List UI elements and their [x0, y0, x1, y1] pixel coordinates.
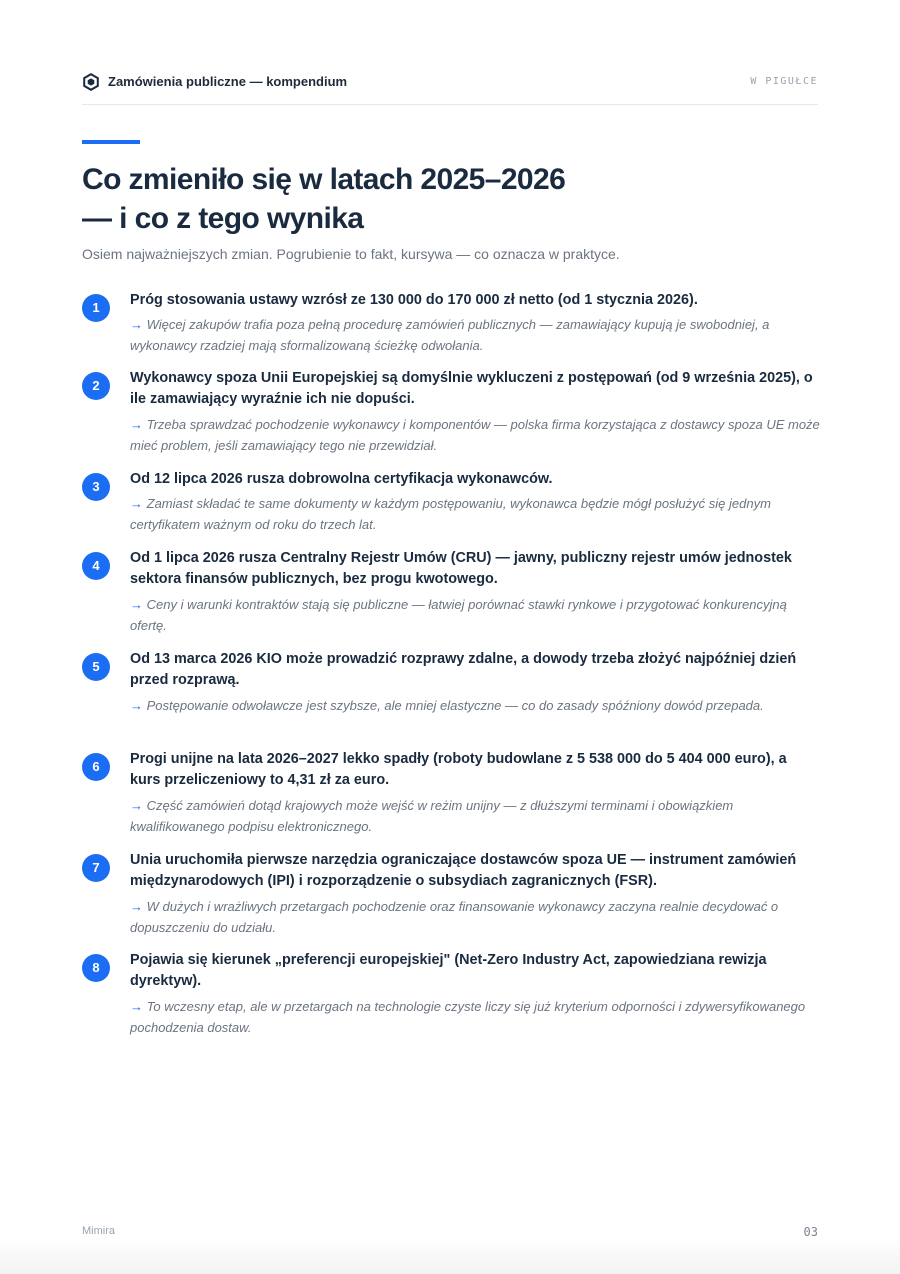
- arrow-right-icon: →: [130, 698, 143, 713]
- item-implication: [130, 996, 820, 1038]
- item-fact: Wykonawcy spoza Unii Europejskiej są domyślnie wykluczeni z postępowań (od 9 września 2025), o ile zamawiający wyraźnie ich nie dopuści.: [130, 370, 813, 407]
- item-fact: Pojawia się kierunek „preferencji europejskiej" (Net-Zero Industry Act, zapowiedziana rewizja dyrektyw).: [130, 952, 767, 989]
- item-fact: Progi unijne na lata 2026–2027 lekko spadły (roboty budowlane z 5 538 000 do 5 404 000 euro), a kurs przeliczeniowy to 4,31 zł za euro.: [130, 751, 787, 788]
- cube-hexagon-icon: [82, 73, 100, 91]
- item-fact: Od 13 marca 2026 KIO może prowadzić rozprawy zdalne, a dowody trzeba złożyć najpóźniej dzień przed rozprawą.: [130, 651, 797, 688]
- page-number: 03: [803, 1225, 818, 1239]
- item-implication: [130, 795, 820, 837]
- item-number-badge: 5: [82, 653, 110, 681]
- item-fact: Od 1 lipca 2026 rusza Centralny Rejestr Umów (CRU) — jawny, publiczny rejestr umów jednostek sektora finansów publicznych, bez progu kwotowego.: [130, 550, 792, 587]
- item-number-badge: 3: [82, 473, 110, 501]
- item-implication-text: W dużych i wrażliwych przetargach pochodzenie oraz finansowanie wykonawcy zaczyna realnie decydować o dopuszczeniu do udziału.: [130, 899, 779, 935]
- header-tag: W PIGUŁCE: [750, 76, 818, 87]
- item-implication-text: Trzeba sprawdzać pochodzenie wykonawcy i komponentów — polska firma korzystająca z dostawcy spoza UE może mieć problem, jeśli zamawiający tego nie przewidział.: [130, 417, 820, 453]
- page-subtitle: Osiem najważniejszych zmian. Pogrubienie to fakt, kursywa — co oznacza w praktyce.: [82, 246, 620, 262]
- footer-brand: Mimira: [82, 1225, 115, 1237]
- arrow-right-icon: →: [130, 496, 143, 511]
- item-number-badge: 8: [82, 954, 110, 982]
- item-implication-text: Więcej zakupów trafia poza pełną procedurę zamówień publicznych — zamawiający kupują je swobodniej, a wykonawcy rzadziej mają sformalizowaną ścieżkę odwołania.: [130, 317, 770, 353]
- item-number-badge: 2: [82, 372, 110, 400]
- header-title: Zamówienia publiczne — kompendium: [108, 74, 348, 89]
- title-accent-bar: [82, 140, 140, 144]
- item-implication-text: Postępowanie odwoławcze jest szybsze, ale mniej elastyczne — co do zasady spóźniony dowód przepada.: [146, 698, 764, 713]
- item-implication: [130, 414, 820, 456]
- page-title: Co zmieniło się w latach 2025–2026 — i co z tego wynika: [82, 163, 566, 235]
- page-header: [82, 72, 818, 105]
- arrow-right-icon: →: [130, 317, 143, 332]
- arrow-right-icon: →: [130, 597, 143, 612]
- item-implication: [130, 493, 820, 535]
- item-implication: [130, 896, 820, 938]
- item-fact: Od 12 lipca 2026 rusza dobrowolna certyfikacja wykonawców.: [130, 471, 553, 487]
- item-fact: Próg stosowania ustawy wzrósł ze 130 000 do 170 000 zł netto (od 1 stycznia 2026).: [130, 292, 698, 308]
- item-implication-text: Część zamówień dotąd krajowych może wejść w reżim unijny — z dłuższymi terminami i obowiązkiem kwalifikowanego podpisu elektronicznego.: [130, 798, 734, 834]
- item-implication: [130, 314, 820, 356]
- item-implication: [130, 594, 820, 636]
- item-implication: [130, 695, 820, 716]
- item-implication-text: Zamiast składać te same dokumenty w każdym postępowaniu, wykonawca będzie mógł posłużyć się jednym certyfikatem ważnym od roku do trzech lat.: [130, 496, 771, 532]
- item-number-badge: 1: [82, 294, 110, 322]
- arrow-right-icon: →: [130, 999, 143, 1014]
- item-implication-text: Ceny i warunki kontraktów stają się publiczne — łatwiej porównać stawki rynkowe i przygotować konkurencyjną ofertę.: [130, 597, 787, 633]
- arrow-right-icon: →: [130, 798, 143, 813]
- item-fact: Unia uruchomiła pierwsze narzędzia ograniczające dostawców spoza UE — instrument zamówień międzynarodowych (IPI) i rozporządzenie o subsydiach zagranicznych (FSR).: [130, 852, 797, 889]
- item-number-badge: 7: [82, 854, 110, 882]
- arrow-right-icon: →: [130, 899, 143, 914]
- item-implication-text: To wczesny etap, ale w przetargach na technologie czyste liczy się już kryterium odporności i zdywersyfikowanego pochodzenia dostaw.: [130, 999, 806, 1035]
- arrow-right-icon: →: [130, 417, 143, 432]
- item-number-badge: 4: [82, 552, 110, 580]
- item-number-badge: 6: [82, 753, 110, 781]
